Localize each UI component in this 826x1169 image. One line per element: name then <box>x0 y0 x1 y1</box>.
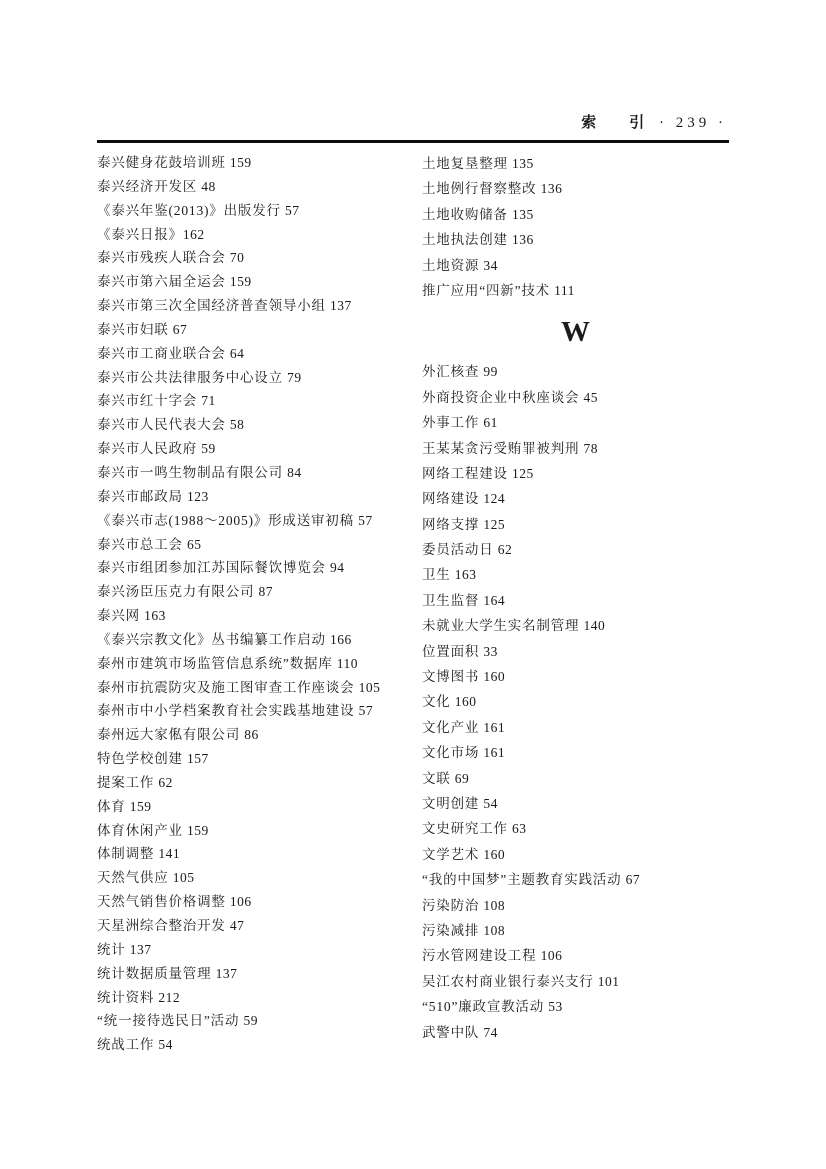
entry-term: 位置面积 <box>422 643 480 659</box>
index-entry <box>97 509 423 533</box>
entry-term: “510”廉政宣教活动 <box>422 999 545 1015</box>
entry-page-number: 135 <box>512 156 534 171</box>
index-entry <box>422 562 729 587</box>
entry-page-number: 111 <box>554 282 575 298</box>
index-entry <box>422 202 729 227</box>
index-entry <box>97 461 423 485</box>
entry-term: 泰兴市人民政府 <box>97 441 198 457</box>
entry-term: 外汇核查 <box>422 364 480 380</box>
index-entry <box>97 628 423 652</box>
index-entry <box>97 890 423 914</box>
entry-term: 文化产业 <box>422 719 480 735</box>
index-entry <box>422 278 729 303</box>
right-column-w-group <box>422 359 729 1045</box>
entry-term: 卫生 <box>422 567 451 583</box>
entry-page-number: 74 <box>483 1024 498 1040</box>
entry-page-number: 94 <box>330 560 345 576</box>
index-entry <box>422 842 729 867</box>
index-entry <box>97 699 423 723</box>
entry-term: 泰州远大家俬有限公司 <box>97 727 240 743</box>
entry-page-number: 47 <box>229 918 245 933</box>
index-entry <box>97 223 423 247</box>
entry-page-number: 57 <box>358 512 373 528</box>
entry-page-number: 34 <box>483 257 498 273</box>
index-entry <box>422 969 729 994</box>
entry-page-number: 160 <box>483 846 506 862</box>
index-entry <box>422 436 729 461</box>
entry-term: 《泰兴宗教文化》丛书编纂工作启动 <box>97 631 326 647</box>
index-entry <box>97 723 423 747</box>
index-entry <box>422 689 729 714</box>
index-entry <box>422 664 729 689</box>
entry-page-number: 58 <box>229 417 245 433</box>
entry-page-number: 108 <box>483 922 506 938</box>
entry-page-number: 64 <box>229 345 245 361</box>
entry-term: 泰兴汤臣压克力有限公司 <box>97 584 255 600</box>
entry-page-number: 108 <box>483 897 506 913</box>
index-entry <box>97 842 423 866</box>
entry-page-number: 125 <box>512 465 534 481</box>
entry-term: 未就业大学生实名制管理 <box>422 618 580 634</box>
index-entry <box>422 359 729 384</box>
index-entry <box>97 604 423 628</box>
index-entry <box>97 389 423 413</box>
entry-page-number: 160 <box>483 669 506 685</box>
entry-term: 泰兴市红十字会 <box>97 393 198 409</box>
entry-page-number: 105 <box>172 870 195 886</box>
entry-term: 土地执法创建 <box>422 232 508 248</box>
index-entry <box>422 943 729 968</box>
entry-page-number: 106 <box>540 948 563 964</box>
entry-page-number: 48 <box>201 178 216 194</box>
entry-term: 文明创建 <box>422 795 480 811</box>
index-entry <box>97 938 423 962</box>
index-entry <box>97 986 423 1010</box>
index-entry <box>97 342 423 366</box>
entry-page-number: 62 <box>497 542 513 558</box>
entry-term: 委员活动日 <box>422 542 494 558</box>
entry-term: 泰兴市妇联 <box>97 321 169 337</box>
entry-term: 土地收购储备 <box>422 206 508 222</box>
entry-page-number: 54 <box>158 1037 173 1053</box>
index-entry <box>422 151 729 176</box>
entry-page-number: 78 <box>583 440 598 456</box>
entry-page-number: 99 <box>483 364 498 380</box>
index-entry <box>97 652 423 676</box>
entry-page-number: 163 <box>454 567 477 583</box>
entry-term: 吴江农村商业银行泰兴支行 <box>422 973 594 989</box>
entry-term: 泰州市中小学档案教育社会实践基地建设 <box>97 703 355 719</box>
entry-page-number: 110 <box>336 655 359 671</box>
index-entry <box>422 766 729 791</box>
index-entry <box>422 227 729 252</box>
entry-page-number: 125 <box>483 516 506 532</box>
entry-term: 土地例行督察整改 <box>422 181 537 197</box>
index-entry <box>422 613 729 638</box>
index-entry <box>97 962 423 986</box>
entry-term: 污染减排 <box>422 922 480 938</box>
entry-page-number: 136 <box>540 181 563 197</box>
index-entry <box>422 486 729 511</box>
index-entry <box>422 537 729 562</box>
entry-term: 泰兴市人民代表大会 <box>97 417 226 433</box>
index-entry <box>422 385 729 410</box>
index-entry <box>97 795 423 819</box>
entry-term: 武警中队 <box>422 1024 480 1040</box>
entry-term: 卫生监督 <box>422 592 480 608</box>
index-entry <box>422 715 729 740</box>
entry-term: 外事工作 <box>422 415 480 431</box>
entry-term: 天星洲综合整治开发 <box>97 918 226 933</box>
entry-page-number: 106 <box>229 894 252 910</box>
entry-page-number: 136 <box>512 232 534 248</box>
index-entry <box>422 740 729 765</box>
section-heading-w: W <box>561 316 590 349</box>
index-column-left <box>97 151 423 1057</box>
entry-term: 文化市场 <box>422 745 480 761</box>
index-entry <box>97 580 423 604</box>
header-rule <box>97 140 729 143</box>
index-entry <box>97 485 423 509</box>
entry-term: 统计数据质量管理 <box>97 965 212 981</box>
index-entry <box>422 588 729 613</box>
entry-term: “统一接待选民日”活动 <box>97 1013 240 1029</box>
entry-page-number: 54 <box>483 795 498 811</box>
entry-term: 文学艺术 <box>422 846 480 862</box>
entry-term: 网络建设 <box>422 491 480 507</box>
header-page-number: · 239 · <box>659 115 727 131</box>
entry-page-number: 71 <box>201 393 216 409</box>
entry-term: 泰兴市总工会 <box>97 536 183 552</box>
entry-page-number: 163 <box>144 608 166 624</box>
entry-page-number: 135 <box>512 206 534 222</box>
entry-page-number: 137 <box>129 941 152 957</box>
entry-term: 污水管网建设工程 <box>422 948 537 964</box>
entry-term: 泰兴网 <box>97 608 140 624</box>
entry-page-number: 67 <box>172 321 188 337</box>
entry-term: “我的中国梦”主题教育实践活动 <box>422 872 622 888</box>
index-entry <box>422 791 729 816</box>
entry-page-number: 105 <box>358 679 381 695</box>
index-entry <box>97 533 423 557</box>
entry-term: 推广应用“四新”技术 <box>422 282 550 298</box>
entry-page-number: 159 <box>229 155 252 170</box>
entry-term: 泰兴经济开发区 <box>97 178 198 194</box>
entry-term: 网络支撑 <box>422 516 480 532</box>
entry-page-number: 161 <box>483 719 506 735</box>
entry-page-number: 84 <box>287 464 302 480</box>
entry-term: 外商投资企业中秋座谈会 <box>422 389 580 405</box>
index-entry <box>422 512 729 537</box>
index-entry <box>422 639 729 664</box>
entry-page-number: 159 <box>229 274 252 290</box>
index-entry <box>97 1009 423 1033</box>
index-entry <box>422 816 729 841</box>
index-entry <box>97 771 423 795</box>
index-entry <box>97 819 423 843</box>
entry-term: 天然气销售价格调整 <box>97 894 226 910</box>
entry-page-number: 79 <box>287 369 302 385</box>
index-entry <box>97 914 423 938</box>
index-entry <box>97 366 423 390</box>
index-entry <box>97 437 423 461</box>
entry-page-number: 159 <box>129 798 152 814</box>
index-entry <box>97 199 423 223</box>
entry-page-number: 212 <box>158 989 181 1005</box>
index-entry <box>97 175 423 199</box>
index-entry <box>97 1033 423 1057</box>
entry-term: 泰兴市邮政局 <box>97 488 183 504</box>
entry-page-number: 123 <box>187 488 209 504</box>
index-entry <box>422 1020 729 1045</box>
index-entry <box>422 410 729 435</box>
entry-term: 《泰兴市志(1988～2005)》形成送审初稿 <box>97 512 354 528</box>
entry-page-number: 45 <box>583 389 598 405</box>
index-entry <box>97 556 423 580</box>
entry-page-number: 157 <box>187 751 209 767</box>
entry-term: 土地复垦整理 <box>422 156 508 171</box>
index-entry <box>97 151 423 175</box>
entry-term: 泰兴市第三次全国经济普查领导小组 <box>97 298 326 314</box>
entry-term: 泰兴市工商业联合会 <box>97 345 226 361</box>
entry-term: 泰兴市一鸣生物制品有限公司 <box>97 464 283 480</box>
entry-page-number: 33 <box>483 643 498 659</box>
entry-term: 网络工程建设 <box>422 465 508 481</box>
entry-term: 提案工作 <box>97 774 155 790</box>
entry-page-number: 124 <box>483 491 506 507</box>
index-entry <box>97 270 423 294</box>
header-section-title: 索 引 <box>581 115 654 131</box>
index-entry <box>97 318 423 342</box>
entry-page-number: 140 <box>583 618 606 634</box>
entry-page-number: 61 <box>483 415 498 431</box>
entry-term: 《泰兴年鉴(2013)》出版发行 <box>97 202 281 218</box>
entry-term: 统计 <box>97 941 126 957</box>
entry-page-number: 159 <box>187 822 209 838</box>
index-entry <box>422 461 729 486</box>
entry-term: 体制调整 <box>97 846 155 862</box>
entry-page-number: 59 <box>201 441 216 457</box>
page-header <box>581 111 727 132</box>
entry-term: 特色学校创建 <box>97 751 183 767</box>
index-column-right <box>422 151 729 1045</box>
entry-page-number: 67 <box>625 872 641 888</box>
entry-page-number: 70 <box>229 250 245 266</box>
entry-term: 泰州市建筑市场监管信息系统”数据库 <box>97 655 333 671</box>
entry-page-number: 164 <box>483 592 506 608</box>
entry-page-number: 57 <box>358 703 374 719</box>
index-entry <box>97 866 423 890</box>
index-entry <box>422 253 729 278</box>
entry-page-number: 162 <box>182 226 205 242</box>
entry-page-number: 160 <box>454 694 477 710</box>
entry-term: 王某某贪污受贿罪被判刑 <box>422 440 580 456</box>
entry-page-number: 161 <box>483 745 506 761</box>
entry-term: 泰兴市第六届全运会 <box>97 274 226 290</box>
entry-term: 泰兴市残疾人联合会 <box>97 250 226 266</box>
entry-term: 泰兴健身花鼓培训班 <box>97 155 226 170</box>
entry-term: 泰兴市公共法律服务中心设立 <box>97 369 283 385</box>
entry-page-number: 87 <box>258 584 273 600</box>
entry-term: 统计资料 <box>97 989 155 1005</box>
entry-term: 泰兴市组团参加江苏国际餐饮博览会 <box>97 560 326 576</box>
entry-page-number: 86 <box>244 727 259 743</box>
entry-term: 天然气供应 <box>97 870 169 886</box>
entry-term: 文联 <box>422 770 451 786</box>
entry-term: 《泰兴日报》 <box>97 226 183 242</box>
index-entry <box>422 918 729 943</box>
index-entry <box>97 246 423 270</box>
index-entry <box>97 676 423 700</box>
entry-term: 体育休闲产业 <box>97 822 183 838</box>
index-entry <box>422 994 729 1019</box>
entry-term: 文化 <box>422 694 451 710</box>
entry-page-number: 166 <box>330 631 352 647</box>
entry-page-number: 69 <box>454 770 470 786</box>
entry-term: 统战工作 <box>97 1037 155 1053</box>
entry-term: 体育 <box>97 798 126 814</box>
right-column-top-group <box>422 151 729 303</box>
entry-page-number: 53 <box>548 999 563 1015</box>
index-entry <box>422 176 729 201</box>
entry-page-number: 65 <box>187 536 202 552</box>
entry-term: 泰州市抗震防灾及施工图审查工作座谈会 <box>97 679 355 695</box>
entry-term: 文博图书 <box>422 669 480 685</box>
entry-term: 污染防治 <box>422 897 480 913</box>
index-entry <box>422 867 729 892</box>
index-entry <box>97 747 423 771</box>
entry-term: 文史研究工作 <box>422 821 508 837</box>
index-entry <box>97 413 423 437</box>
entry-term: 土地资源 <box>422 257 480 273</box>
entry-page-number: 62 <box>158 774 173 790</box>
entry-page-number: 137 <box>215 965 238 981</box>
index-entry <box>422 893 729 918</box>
entry-page-number: 59 <box>243 1013 258 1029</box>
entry-page-number: 63 <box>512 821 527 837</box>
entry-page-number: 141 <box>158 846 181 862</box>
entry-page-number: 137 <box>330 298 352 314</box>
entry-page-number: 57 <box>284 202 300 218</box>
index-entry <box>97 294 423 318</box>
entry-page-number: 101 <box>597 973 620 989</box>
